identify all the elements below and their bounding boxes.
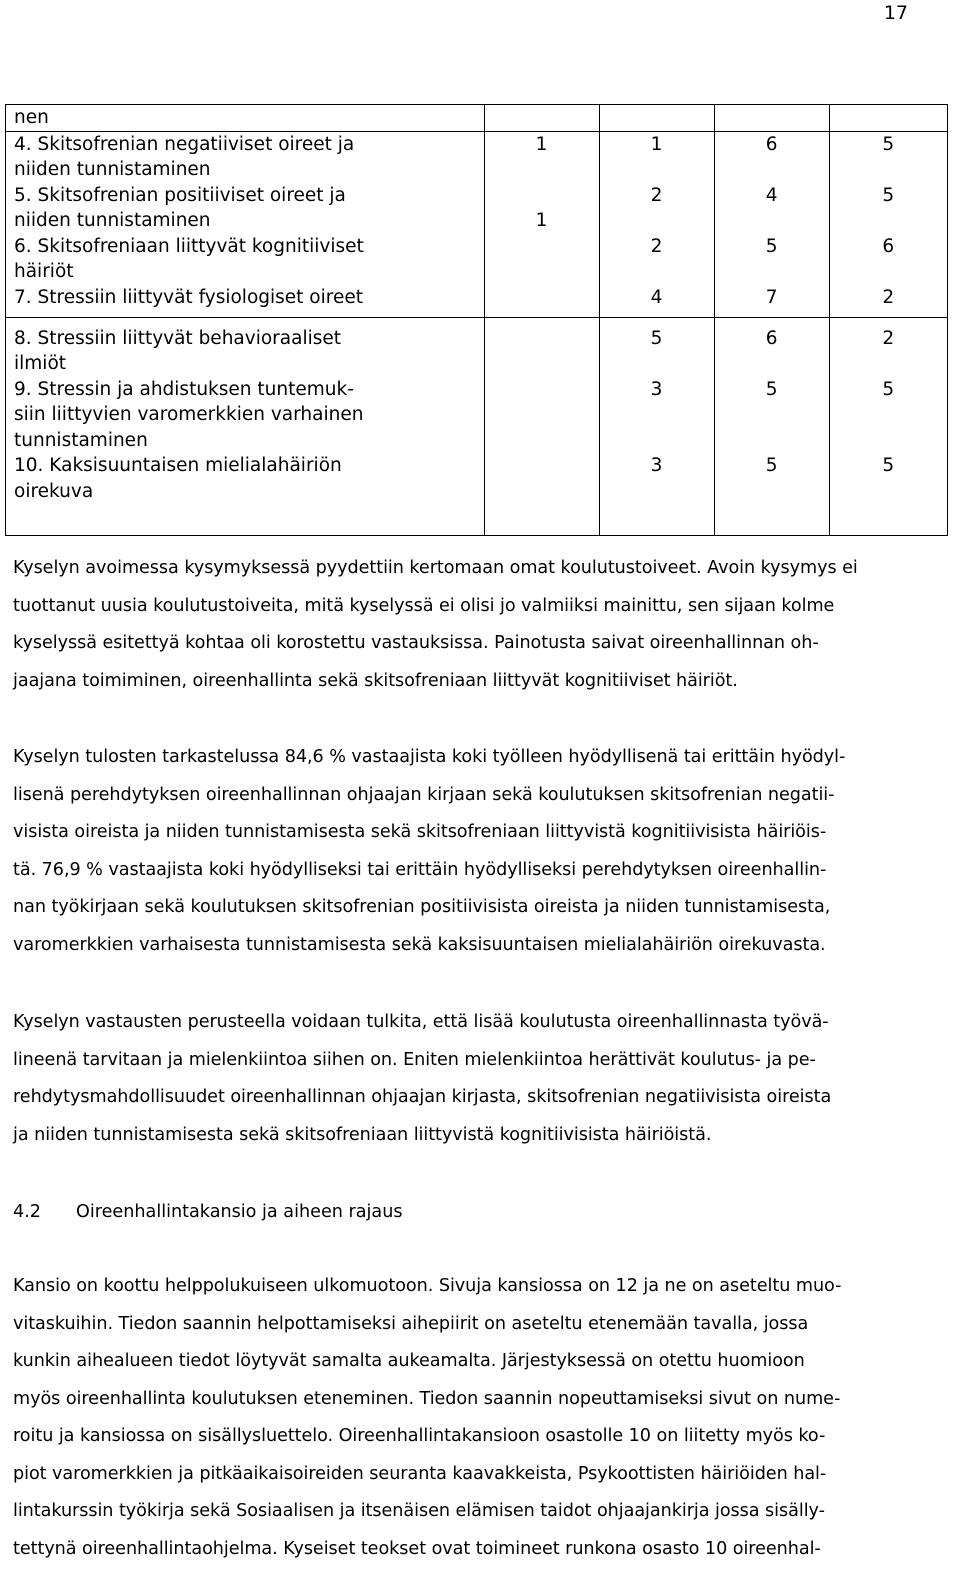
paragraph-folder-description: Kansio on koottu helppolukuiseen ulkomuotoon. Sivuja kansiossa on 12 ja ne on aseteltu muo- vitaskuihin. Tiedon saannin helpottamiseksi aihepiirit on aseteltu etenemään tavalla, jossa kunkin aihealueen tiedot löytyvät samalta aukeamalta. Järjestyksessä on otettu huomioon myös oireenhallinta koulutuksen eteneminen. Tiedon saannin nopeuttamiseksi sivut on nume- roitu ja kansiossa on sisällysluettelo. Oireenhallintakansioon osastolle 10 on liitetty myös ko- piot varomerkkien ja pitkäaikaisoireiden seuranta kaavakkeista, Psykoottisten häiriöiden hal- lintakurssin työkirja sekä Sosiaalisen ja itsenäisen elämisen taidot ohjaajankirja jossa sisälly- tettynä oireenhallintaohjelma. Kyseiset teokset ovat toimineet runkona osasto 10 oireenhal- [13,1276,842,1559]
table-row [6,317,948,535]
section-title: Oireenhallintakansio ja aiheen rajaus [76,1202,403,1222]
paragraph-interpretation: Kyselyn vastausten perusteella voidaan tulkita, että lisää koulutusta oireenhallinnasta työvä- lineenä tarvitaan ja mielenkiintoa siihen on. Eniten mielenkiintoa herättivät koulutus- ja pe- rehdytysmahdollisuudet oireenhallinnan ohjaajan kirjasta, skitsofrenian negatiivisista oireista ja niiden tunnistamisesta sekä skitsofreniaan liittyvistä kognitiivisista häiriöistä. [13,1012,832,1145]
table-cell-value [484,105,599,132]
page-number: 17 [883,2,908,24]
table-cell-value: 5 3 3 [599,317,714,535]
paragraph-results: Kyselyn tulosten tarkastelussa 84,6 % vastaajista koki työlleen hyödyllisenä tai erittäin hyödyl- lisenä perehdytyksen oireenhallinnan ohjaajan kirjaan sekä koulutuksen skitsofrenian negatii- visista oireista ja niiden tunnistamisesta sekä skitsofreniaan liittyvistä kognitiivisista häiriöis- tä. 76,9 % vastaajista koki hyödylliseksi tai erittäin hyödylliseksi perehdytyksen oireenhallin- nan työkirjaan sekä koulutuksen skitsofrenian positiivisista oireista ja niiden tunnistamisesta, varomerkkien varhaisesta tunnistamisesta sekä kaksisuuntaisen mielialahäiriön oirekuvasta. [13,747,846,955]
table-cell-topic: 4. Skitsofrenian negatiiviset oireet ja niiden tunnistaminen 5. Skitsofrenian positiiviset oireet ja niiden tunnistaminen 6. Skitsofreniaan liittyvät kognitiiviset häiriöt 7. Stressiin liittyvät fysiologiset oireet [6,131,485,317]
table-cell-value: 1 1 [484,131,599,317]
table-row [6,131,948,317]
table-cell-value: 6 4 5 7 [714,131,829,317]
table-cell-topic: 8. Stressiin liittyvät behavioraaliset ilmiöt 9. Stressin ja ahdistuksen tuntemuk- siin liittyvien varomerkkien varhainen tunnistaminen 10. Kaksisuuntaisen mielialahäiriön oirekuva [6,317,485,535]
paragraph-open-question: Kyselyn avoimessa kysymyksessä pyydettiin kertomaan omat koulutustoiveet. Avoin kysymys ei tuottanut uusia koulutustoiveita, mitä kyselyssä ei olisi jo valmiiksi mainittu, sen sijaan kolme kyselyssä esitettyä kohtaa oli korostettu vastauksissa. Painotusta saivat oireenhallinnan oh- jaajana toimiminen, oireenhallinta sekä skitsofreniaan liittyvät kognitiiviset häiriöt. [13,558,858,691]
table-cell-value [484,317,599,535]
table-row [6,105,948,132]
table-cell-value: 6 5 5 [714,317,829,535]
table-cell-value: 1 2 2 4 [599,131,714,317]
table-cell-value [829,105,947,132]
table-cell-value [714,105,829,132]
section-heading [13,1197,403,1227]
section-number: 4.2 [13,1202,41,1222]
table-cell-value: 5 5 6 2 [829,131,947,317]
table-cell-topic: nen [6,105,485,132]
table-cell-value: 2 5 5 [829,317,947,535]
survey-results-table [5,104,948,536]
table-cell-value [599,105,714,132]
